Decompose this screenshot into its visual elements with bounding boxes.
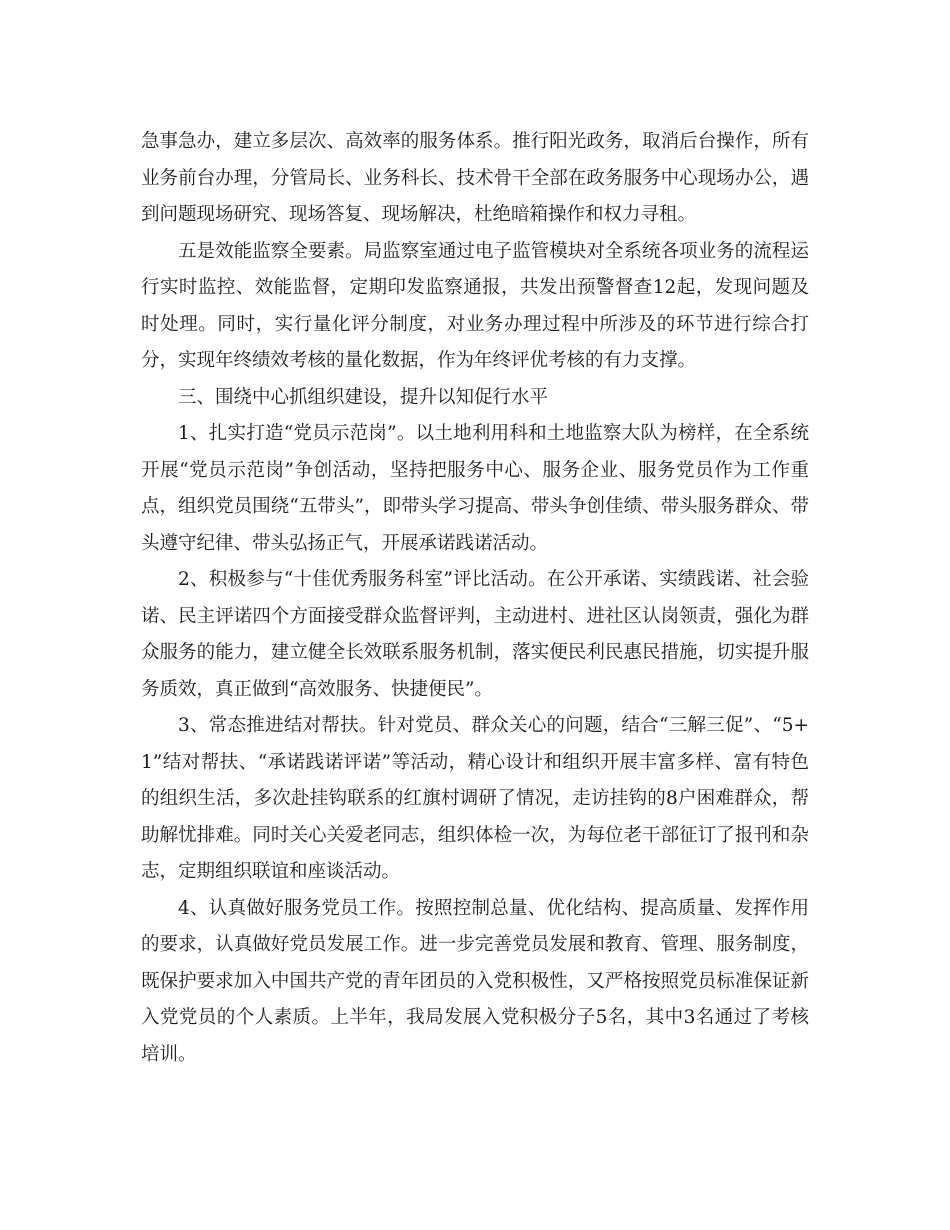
paragraph-paired-assistance: 3、常态推进结对帮扶。针对党员、群众关心的问题，结合“三解三促”、“5+1”结对帮扶、“承诺践诺评诺”等活动，精心设计和组织开展丰富多样、富有特色的组织生活，多次赴挂钩联系的红旗村调研了情况，走访挂钩的8户困难群众，帮助解忧排难。同时关心关爱老同志，组织体检一次，为每位老干部征订了报刊和杂志，定期组织联谊和座谈活动。 [141,715,809,882]
paragraph-top-ten-service-office: 2、积极参与“十佳优秀服务科室”评比活动。在公开承诺、实绩践诺、社会验诺、民主评诺四个方面接受群众监督评判，主动进村、进社区认岗领责，强化为群众服务的能力，建立健全长效联系服务机制，落实便民利民惠民措施，切实提升服务质效，真正做到“高效服务、快捷便民”。 [141,569,809,700]
section-heading-organization-building: 三、围绕中心抓组织建设，提升以知促行水平 [178,386,549,408]
paragraph-service-system: 急事急办，建立多层次、高效率的服务体系。推行阳光政务，取消后台操作，所有业务前台办理，分管局长、业务科长、技术骨干全部在政务服务中心现场办公，遇到问题现场研究、现场答复、现场解决，杜绝暗箱操作和权力寻租。 [141,131,809,225]
paragraph-party-model-post: 1、扎实打造“党员示范岗”。以土地利用科和土地监察大队为榜样，在全系统开展“党员示范岗”争创活动，坚持把服务中心、服务企业、服务党员作为工作重点，组织党员围绕“五带头”，即带头学习提高、带头争创佳绩、带头服务群众、带头遵守纪律、带头弘扬正气，开展承诺践诺活动。 [141,423,809,554]
document-body [141,124,809,1073]
paragraph-serving-party-members: 4、认真做好服务党员工作。按照控制总量、优化结构、提高质量、发挥作用的要求，认真做好党员发展工作。进一步完善党员发展和教育、管理、服务制度，既保护要求加入中国共产党的青年团员的入党积极性，又严格按照党员标准保证新入党党员的个人素质。上半年，我局发展入党积极分子5名，其中3名通过了考核培训。 [141,897,809,1065]
paragraph-efficiency-supervision: 五是效能监察全要素。局监察室通过电子监管模块对全系统各项业务的流程运行实时监控、效能监督，定期印发监察通报，共发出预警督查12起，发现问题及时处理。同时，实行量化评分制度，对业务办理过程中所涉及的环节进行综合打分，实现年终绩效考核的量化数据，作为年终评优考核的有力支撑。 [141,240,809,371]
